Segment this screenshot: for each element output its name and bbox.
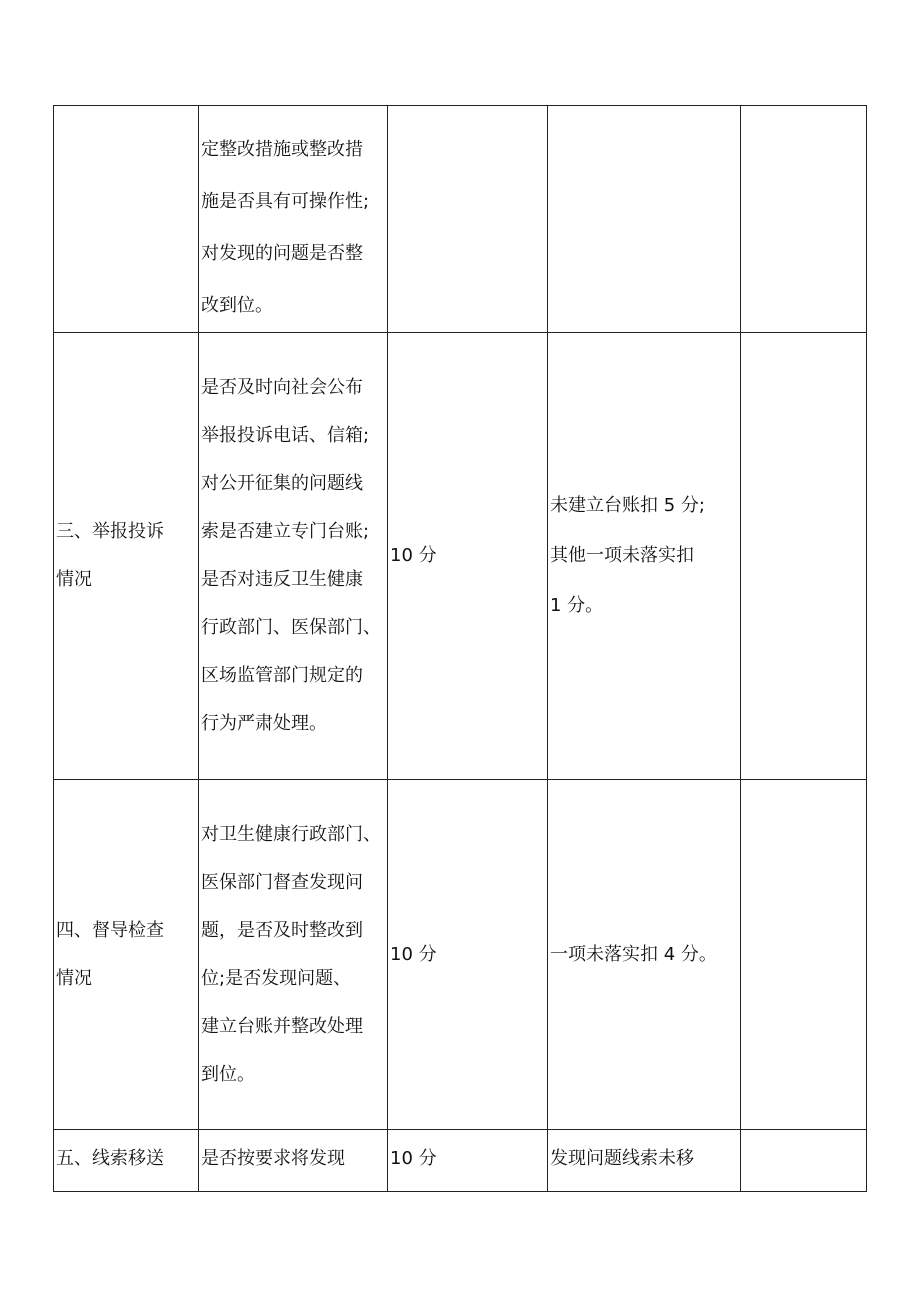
- score-cell: 10 分: [388, 1130, 548, 1192]
- score-cell: 10 分: [388, 780, 548, 1130]
- score-cell: 10 分: [388, 333, 548, 780]
- table-row: [54, 1130, 867, 1192]
- remark-cell: [741, 780, 867, 1130]
- item-cell: 四、督导检查 情况: [54, 780, 199, 1130]
- criteria-cell: 定整改措施或整改措 施是否具有可操作性; 对发现的问题是否整 改到位。: [199, 106, 388, 333]
- deduction-cell: 未建立台账扣 5 分; 其他一项未落实扣 1 分。: [548, 333, 741, 780]
- deduction-cell: 一项未落实扣 4 分。: [548, 780, 741, 1130]
- remark-cell: [741, 1130, 867, 1192]
- table-row: [54, 780, 867, 1130]
- remark-cell: [741, 333, 867, 780]
- deduction-cell: [548, 106, 741, 333]
- table-row: [54, 106, 867, 333]
- item-cell: 五、线索移送: [54, 1130, 199, 1192]
- criteria-cell: 对卫生健康行政部门、 医保部门督查发现问 题，是否及时整改到 位;是否发现问题、 建立台账并整改处理 到位。: [199, 780, 388, 1130]
- assessment-table: [53, 105, 867, 1192]
- item-cell: 三、举报投诉 情况: [54, 333, 199, 780]
- table-row: [54, 333, 867, 780]
- score-cell: [388, 106, 548, 333]
- item-cell: [54, 106, 199, 333]
- deduction-cell: 发现问题线索未移: [548, 1130, 741, 1192]
- criteria-cell: 是否及时向社会公布 举报投诉电话、信箱; 对公开征集的问题线 索是否建立专门台账; 是否对违反卫生健康 行政部门、医保部门、 区场监管部门规定的 行为严肃处理。: [199, 333, 388, 780]
- criteria-cell: 是否按要求将发现: [199, 1130, 388, 1192]
- remark-cell: [741, 106, 867, 333]
